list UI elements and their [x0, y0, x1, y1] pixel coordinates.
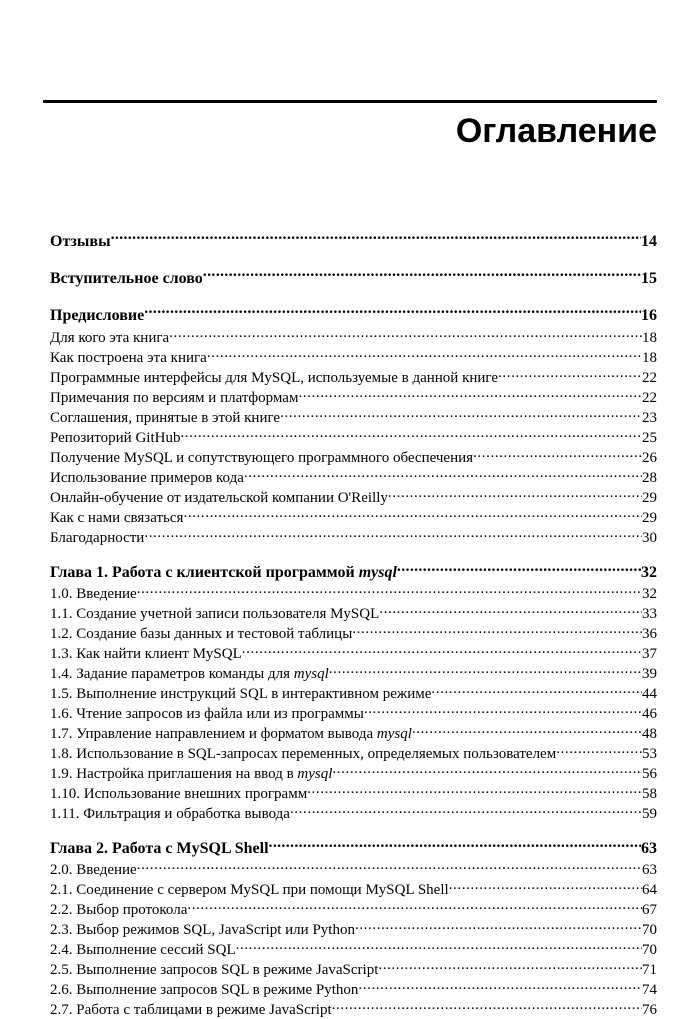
toc-entry-label: 1.3. Как найти клиент MySQL: [50, 646, 242, 662]
toc-entry-label: 1.11. Фильтрация и обработка вывода: [50, 806, 290, 822]
dot-leader: [280, 407, 642, 422]
toc-page-number: 18: [642, 330, 657, 346]
toc-entry-label: 1.5. Выполнение инструкций SQL в интерактивном режиме: [50, 686, 432, 702]
toc-entry[interactable]: [50, 999, 657, 1019]
toc-entry-label: Вступительное слово: [50, 270, 203, 287]
table-of-contents: [50, 230, 657, 1019]
toc-entry[interactable]: [50, 447, 657, 467]
dot-leader: [236, 939, 642, 954]
toc-entry[interactable]: [50, 427, 657, 447]
toc-entry[interactable]: [50, 783, 657, 803]
toc-entry-label: 2.3. Выбор режимов SQL, JavaScript или Python: [50, 922, 355, 938]
toc-entry[interactable]: [50, 230, 657, 253]
toc-entry-label: 1.6. Чтение запросов из файла или из программы: [50, 706, 364, 722]
toc-page-number: 26: [642, 450, 657, 466]
toc-entry-label: 1.1. Создание учетной записи пользователя MySQL: [50, 606, 380, 622]
toc-entry[interactable]: [50, 467, 657, 487]
toc-page-number: 53: [642, 746, 657, 762]
toc-entry-label-italic: mysql: [297, 766, 333, 782]
dot-leader: [290, 803, 642, 818]
dot-leader: [556, 743, 642, 758]
toc-page-number: 59: [642, 806, 657, 822]
toc-page-number: 37: [642, 646, 657, 662]
dot-leader: [332, 763, 642, 778]
toc-page-number: 71: [642, 962, 657, 978]
dot-leader: [329, 663, 642, 678]
dot-leader: [187, 899, 642, 914]
dot-leader: [397, 561, 641, 577]
toc-entry[interactable]: [50, 663, 657, 683]
page-title: Оглавление: [455, 112, 657, 150]
toc-entry-label: 2.6. Выполнение запросов SQL в режиме Python: [50, 982, 359, 998]
dot-leader: [244, 467, 642, 482]
dot-leader: [203, 267, 641, 283]
toc-entry-label: 2.5. Выполнение запросов SQL в режиме JavaScript: [50, 962, 379, 978]
toc-entry-label: Глава 1. Работа с клиентской программой mysql: [50, 564, 397, 581]
dot-leader: [358, 979, 642, 994]
toc-page-number: 32: [641, 564, 657, 581]
toc-entry-label: Как с нами связаться: [50, 510, 184, 526]
toc-entry[interactable]: [50, 919, 657, 939]
toc-page-number: 14: [641, 233, 657, 250]
toc-entry[interactable]: [50, 723, 657, 743]
toc-entry-label: Репозиторий GitHub: [50, 430, 181, 446]
toc-entry-label: 1.2. Создание базы данных и тестовой таблицы: [50, 626, 353, 642]
toc-page-number: 63: [641, 840, 657, 857]
toc-entry-label: Программные интерфейсы для MySQL, используемые в данной книге: [50, 370, 499, 386]
dot-leader: [498, 367, 642, 382]
toc-page-number: 22: [642, 370, 657, 386]
dot-leader: [388, 487, 642, 502]
toc-page-number: 56: [642, 766, 657, 782]
toc-page-number: 70: [642, 942, 657, 958]
dot-leader: [307, 783, 642, 798]
toc-entry-label: Онлайн-обучение от издательской компании O'Reilly: [50, 490, 388, 506]
toc-entry-label: 1.0. Введение: [50, 586, 137, 602]
dot-leader: [364, 703, 642, 718]
toc-entry[interactable]: [50, 304, 657, 327]
toc-entry-label: Получение MySQL и сопутствующего программного обеспечения: [50, 450, 474, 466]
toc-page-number: 18: [642, 350, 657, 366]
dot-leader: [242, 643, 642, 658]
page-header: [43, 100, 657, 151]
toc-entry-label: 2.4. Выполнение сессий SQL: [50, 942, 236, 958]
toc-page-number: 63: [642, 862, 657, 878]
toc-entry-label: 1.7. Управление направлением и форматом вывода mysql: [50, 726, 412, 742]
dot-leader: [137, 583, 642, 598]
dot-leader: [332, 999, 642, 1014]
dot-leader: [207, 347, 642, 362]
dot-leader: [183, 507, 642, 522]
dot-leader: [379, 603, 642, 618]
toc-entry[interactable]: [50, 387, 657, 407]
toc-entry-label-italic: mysql: [376, 726, 412, 742]
toc-page-number: 30: [642, 530, 657, 546]
dot-leader: [355, 919, 642, 934]
toc-entry[interactable]: [50, 583, 657, 603]
toc-entry[interactable]: [50, 487, 657, 507]
dot-leader: [180, 427, 642, 442]
toc-entry-label: 1.4. Задание параметров команды для mysql: [50, 666, 329, 682]
dot-leader: [378, 959, 642, 974]
toc-entry[interactable]: [50, 367, 657, 387]
toc-entry[interactable]: [50, 603, 657, 623]
toc-page-number: 15: [641, 270, 657, 287]
toc-entry[interactable]: [50, 803, 657, 823]
toc-entry[interactable]: [50, 327, 657, 347]
toc-page-number: 64: [642, 882, 657, 898]
toc-entry[interactable]: [50, 939, 657, 959]
toc-entry-label: 2.1. Соединение с сервером MySQL при помощи MySQL Shell: [50, 882, 449, 898]
toc-entry[interactable]: [50, 527, 657, 547]
toc-page-number: 46: [642, 706, 657, 722]
toc-entry[interactable]: [50, 623, 657, 643]
toc-entry[interactable]: [50, 507, 657, 527]
dot-leader: [431, 683, 642, 698]
toc-entry-label: 2.7. Работа с таблицами в режиме JavaScript: [50, 1002, 332, 1018]
toc-entry-label: Как построена эта книга: [50, 350, 207, 366]
toc-entry-label: 1.8. Использование в SQL-запросах переменных, определяемых пользователем: [50, 746, 557, 762]
toc-entry-label: 1.9. Настройка приглашения на ввод в mysql: [50, 766, 333, 782]
toc-entry[interactable]: [50, 959, 657, 979]
dot-leader: [298, 387, 642, 402]
dot-leader: [169, 327, 642, 342]
toc-entry[interactable]: [50, 743, 657, 763]
dot-leader: [449, 879, 642, 894]
toc-entry-label: Благодарности: [50, 530, 145, 546]
toc-page-number: 70: [642, 922, 657, 938]
toc-page-number: 76: [642, 1002, 657, 1018]
dot-leader: [111, 230, 641, 246]
dot-leader: [137, 859, 642, 874]
toc-entry-label: 2.0. Введение: [50, 862, 137, 878]
toc-entry[interactable]: [50, 763, 657, 783]
toc-entry-label: 1.10. Использование внешних программ: [50, 786, 308, 802]
toc-page-number: 32: [642, 586, 657, 602]
dot-leader: [144, 304, 641, 320]
toc-entry[interactable]: [50, 837, 657, 859]
toc-entry[interactable]: [50, 267, 657, 290]
toc-page-number: 28: [642, 470, 657, 486]
toc-entry-label: Глава 2. Работа с MySQL Shell: [50, 840, 269, 857]
toc-page-number: 44: [642, 686, 657, 702]
dot-leader: [352, 623, 642, 638]
toc-entry-label: Соглашения, принятые в этой книге: [50, 410, 281, 426]
toc-page-number: 16: [641, 307, 657, 324]
toc-entry-label: 2.2. Выбор протокола: [50, 902, 188, 918]
toc-page-number: 39: [642, 666, 657, 682]
toc-entry[interactable]: [50, 643, 657, 663]
header-rule: [43, 100, 657, 103]
toc-entry[interactable]: [50, 899, 657, 919]
dot-leader: [473, 447, 642, 462]
toc-entry-label-italic: mysql: [358, 564, 397, 581]
toc-entry[interactable]: [50, 703, 657, 723]
toc-entry[interactable]: [50, 859, 657, 879]
toc-entry[interactable]: [50, 561, 657, 583]
toc-entry-label: Примечания по версиям и платформам: [50, 390, 299, 406]
toc-entry[interactable]: [50, 407, 657, 427]
toc-entry-label: Отзывы: [50, 233, 111, 250]
toc-page-number: 48: [642, 726, 657, 742]
toc-entry[interactable]: [50, 683, 657, 703]
toc-page-number: 29: [642, 510, 657, 526]
toc-page-number: 33: [642, 606, 657, 622]
toc-page-number: 22: [642, 390, 657, 406]
dot-leader: [144, 527, 642, 542]
toc-page-number: 23: [642, 410, 657, 426]
toc-page-number: 74: [642, 982, 657, 998]
toc-entry[interactable]: [50, 347, 657, 367]
toc-page-number: 58: [642, 786, 657, 802]
dot-leader: [412, 723, 642, 738]
dot-leader: [269, 837, 641, 853]
toc-entry[interactable]: [50, 979, 657, 999]
toc-page-number: 25: [642, 430, 657, 446]
toc-entry-label: Предисловие: [50, 307, 145, 324]
toc-entry-label-italic: mysql: [293, 666, 329, 682]
toc-entry-label: Для кого эта книга: [50, 330, 170, 346]
toc-page-number: 67: [642, 902, 657, 918]
toc-page-number: 29: [642, 490, 657, 506]
toc-entry-label: Использование примеров кода: [50, 470, 244, 486]
toc-entry[interactable]: [50, 879, 657, 899]
toc-page-number: 36: [642, 626, 657, 642]
